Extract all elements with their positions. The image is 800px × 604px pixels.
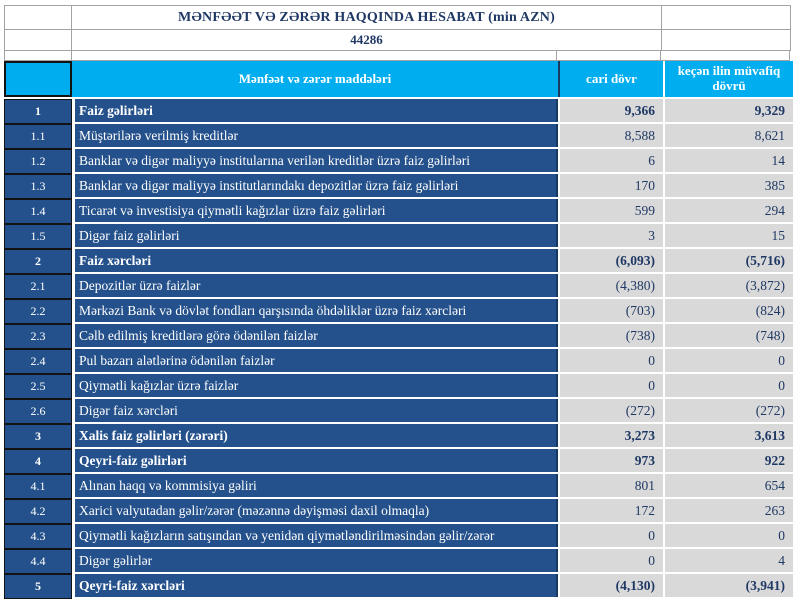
- row-index-cell[interactable]: 1: [4, 99, 72, 124]
- row-label-cell[interactable]: Xarici valyutadan gəlir/zərər (məzənnə dəyişməsi daxil olmaqla): [75, 499, 558, 522]
- row-previous-value[interactable]: (748): [665, 324, 793, 347]
- row-label-cell[interactable]: Pul bazarı alətlərinə ödənilən faizlər: [75, 349, 558, 372]
- table-row: [4, 499, 797, 524]
- table-row: [4, 399, 797, 424]
- row-previous-value[interactable]: (3,872): [665, 274, 793, 297]
- row-previous-value[interactable]: 263: [665, 499, 793, 522]
- row-index-cell[interactable]: 2.3: [4, 324, 72, 349]
- row-previous-value[interactable]: (5,716): [665, 249, 793, 272]
- row-label-cell[interactable]: Faiz xərcləri: [75, 249, 558, 272]
- row-index-cell[interactable]: 5: [4, 574, 72, 599]
- row-previous-value[interactable]: 9,329: [665, 99, 793, 122]
- table-row: [4, 349, 797, 374]
- current-period-header-cell[interactable]: [560, 61, 663, 97]
- row-label-cell[interactable]: Digər faiz gəlirləri: [75, 224, 558, 247]
- row-label-cell[interactable]: Digər faiz xərcləri: [75, 399, 558, 422]
- row-current-value[interactable]: 6: [560, 149, 663, 172]
- empty-cell-c3[interactable]: [556, 50, 661, 61]
- title-row: [4, 5, 797, 30]
- title-cell[interactable]: [71, 5, 662, 30]
- row-previous-value[interactable]: 8,621: [665, 124, 793, 147]
- row-index-cell[interactable]: 1.4: [4, 199, 72, 224]
- row-current-value[interactable]: (738): [560, 324, 663, 347]
- row-index-cell[interactable]: 2.2: [4, 299, 72, 324]
- row-index-cell[interactable]: 4.3: [4, 524, 72, 549]
- row-current-value[interactable]: 8,588: [560, 124, 663, 147]
- row-current-value[interactable]: 170: [560, 174, 663, 197]
- table-row: [4, 299, 797, 324]
- row-previous-value[interactable]: (824): [665, 299, 793, 322]
- table-row: [4, 549, 797, 574]
- row-label-cell[interactable]: Faiz gəlirləri: [75, 99, 558, 122]
- table-body: [4, 99, 797, 599]
- row-current-value[interactable]: 9,366: [560, 99, 663, 122]
- row-label-cell[interactable]: Müştərilərə verilmiş kreditlər: [75, 124, 558, 147]
- row-current-value[interactable]: (272): [560, 399, 663, 422]
- row-index-cell[interactable]: 2.5: [4, 374, 72, 399]
- table-row: [4, 99, 797, 124]
- table-row: [4, 424, 797, 449]
- row-current-value[interactable]: 973: [560, 449, 663, 472]
- row-label-cell[interactable]: Banklar və digər maliyyə institutlarındakı depozitlər üzrə faiz gəlirləri: [75, 174, 558, 197]
- row-previous-value[interactable]: 654: [665, 474, 793, 497]
- row-previous-value[interactable]: 4: [665, 549, 793, 572]
- serial-cell[interactable]: [71, 29, 662, 51]
- table-row: [4, 324, 797, 349]
- row-label-cell[interactable]: Qiymətli kağızların satışından və yenidən qiymətləndirilməsindən gəlir/zərər: [75, 524, 558, 547]
- row-label-cell[interactable]: Qiymətli kağızlar üzrə faizlər: [75, 374, 558, 397]
- row-current-value[interactable]: 3,273: [560, 424, 663, 447]
- row-label-cell[interactable]: Digər gəlirlər: [75, 549, 558, 572]
- table-row: [4, 149, 797, 174]
- row-current-value[interactable]: (4,130): [560, 574, 663, 597]
- table-row: [4, 174, 797, 199]
- serial-number: 44286: [350, 32, 383, 47]
- selected-corner-cell[interactable]: [4, 61, 72, 97]
- row-index-cell[interactable]: 1.3: [4, 174, 72, 199]
- empty-cell-d3[interactable]: [660, 50, 790, 61]
- empty-cell-a1[interactable]: [4, 5, 72, 30]
- row-label-cell[interactable]: Xalis faiz gəlirləri (zərəri): [75, 424, 558, 447]
- row-current-value[interactable]: (4,380): [560, 274, 663, 297]
- row-current-value[interactable]: 0: [560, 549, 663, 572]
- row-index-cell[interactable]: 4: [4, 449, 72, 474]
- row-current-value[interactable]: 801: [560, 474, 663, 497]
- row-label-cell[interactable]: Qeyri-faiz gəlirləri: [75, 449, 558, 472]
- previous-period-header-cell[interactable]: [665, 61, 793, 97]
- row-current-value[interactable]: 0: [560, 374, 663, 397]
- row-index-cell[interactable]: 2.4: [4, 349, 72, 374]
- row-current-value[interactable]: 0: [560, 524, 663, 547]
- row-current-value[interactable]: 3: [560, 224, 663, 247]
- current-period-label: cari dövr: [586, 70, 637, 86]
- row-index-cell[interactable]: 2.1: [4, 274, 72, 299]
- row-current-value[interactable]: (6,093): [560, 249, 663, 272]
- table-row: [4, 574, 797, 599]
- table-row: [4, 524, 797, 549]
- row-label-cell[interactable]: Banklar və digər maliyyə institularına verilən kreditlər üzrə faiz gəlirləri: [75, 149, 558, 172]
- table-row: [4, 274, 797, 299]
- empty-cell-d1[interactable]: [661, 5, 791, 30]
- table-row: [4, 474, 797, 499]
- table-row: [4, 249, 797, 274]
- empty-cell-d2[interactable]: [661, 29, 791, 51]
- row-index-cell[interactable]: 3: [4, 424, 72, 449]
- row-previous-value[interactable]: 0: [665, 374, 793, 397]
- row-previous-value[interactable]: 3,613: [665, 424, 793, 447]
- row-previous-value[interactable]: 0: [665, 524, 793, 547]
- row-index-cell[interactable]: 2: [4, 249, 72, 274]
- empty-cell-a3[interactable]: [4, 50, 72, 61]
- row-previous-value[interactable]: 385: [665, 174, 793, 197]
- row-previous-value[interactable]: 14: [665, 149, 793, 172]
- row-label-cell[interactable]: Cəlb edilmiş kreditlərə görə ödənilən faizlər: [75, 324, 558, 347]
- report-title: MƏNFƏƏT VƏ ZƏRƏR HAQQINDA HESABAT (min AZN): [178, 9, 555, 25]
- row-index-cell[interactable]: 1.5: [4, 224, 72, 249]
- row-previous-value[interactable]: 294: [665, 199, 793, 222]
- row-current-value[interactable]: 172: [560, 499, 663, 522]
- row-index-cell[interactable]: 4.1: [4, 474, 72, 499]
- table-row: [4, 449, 797, 474]
- row-previous-value[interactable]: 15: [665, 224, 793, 247]
- row-index-cell[interactable]: 2.6: [4, 399, 72, 424]
- items-header-label: Mənfəət və zərər maddələri: [238, 70, 392, 86]
- row-previous-value[interactable]: 0: [665, 349, 793, 372]
- empty-cell-b3[interactable]: [71, 50, 557, 61]
- row-current-value[interactable]: (703): [560, 299, 663, 322]
- row-index-cell[interactable]: 1.1: [4, 124, 72, 149]
- header-row: [4, 61, 797, 97]
- spacer-row: [4, 51, 797, 61]
- row-label-cell[interactable]: Alınan haqq və kommisiya gəliri: [75, 474, 558, 497]
- row-previous-value[interactable]: 922: [665, 449, 793, 472]
- row-previous-value[interactable]: (272): [665, 399, 793, 422]
- serial-row: [4, 30, 797, 51]
- row-current-value[interactable]: 599: [560, 199, 663, 222]
- table-row: [4, 224, 797, 249]
- items-header-cell[interactable]: [72, 61, 560, 97]
- row-label-cell[interactable]: Ticarət və investisiya qiymətli kağızlar üzrə faiz gəlirləri: [75, 199, 558, 222]
- empty-cell-a2[interactable]: [4, 29, 72, 51]
- row-previous-value[interactable]: (3,941): [665, 574, 793, 597]
- table-row: [4, 124, 797, 149]
- row-index-cell[interactable]: 4.4: [4, 549, 72, 574]
- table-row: [4, 199, 797, 224]
- row-current-value[interactable]: 0: [560, 349, 663, 372]
- row-index-cell[interactable]: 4.2: [4, 499, 72, 524]
- row-label-cell[interactable]: Qeyri-faiz xərcləri: [75, 574, 558, 597]
- row-label-cell[interactable]: Mərkəzi Bank və dövlət fondları qarşısında öhdəliklər üzrə faiz xərcləri: [75, 299, 558, 322]
- table-row: [4, 374, 797, 399]
- previous-period-label: keçən ilin müvafiq dövrü: [677, 63, 781, 93]
- row-index-cell[interactable]: 1.2: [4, 149, 72, 174]
- row-label-cell[interactable]: Depozitlər üzrə faizlər: [75, 274, 558, 297]
